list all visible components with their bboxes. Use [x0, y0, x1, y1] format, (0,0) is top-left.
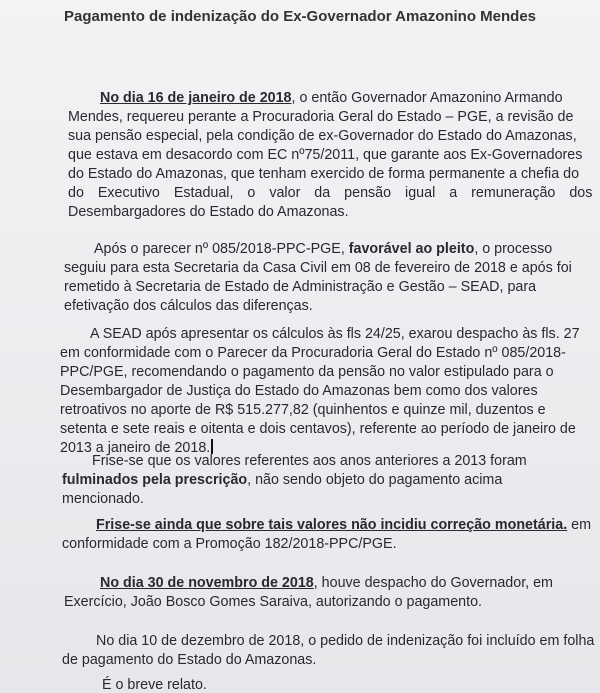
text-line: remetido à Secretaria de Estado de Administração e Gestão – SEAD, para	[64, 279, 537, 295]
text-line: retroativos no aporte de R$ 515.277,82 (quinhentos e quinze mil, duzentos e	[60, 402, 546, 418]
text-line: em conformidade com o Parecer da Procuradoria Geral do Estado nº 085/2018-	[60, 345, 566, 361]
bold-phrase: favorável ao pleito	[348, 241, 475, 257]
text-line: seguiu para esta Secretaria da Casa Civil em 08 de fevereiro de 2018 e após foi	[64, 260, 572, 276]
paragraph-payroll	[62, 632, 594, 670]
text-line: A SEAD após apresentar os cálculos às fls 24/25, exarou despacho às fls. 27	[90, 326, 580, 342]
underlined-phrase: Frise-se ainda que sobre tais valores não incidiu correção monetária.	[96, 517, 568, 533]
paragraph-prescription	[62, 452, 527, 509]
date-highlight: No dia 16 de janeiro de 2018	[100, 90, 292, 106]
bold-phrase: fulminados pela prescrição	[62, 472, 248, 488]
text-line: É o breve relato.	[102, 677, 207, 693]
paragraph-opinion	[64, 240, 572, 316]
document-title: Pagamento de indenização do Ex-Governador Amazonino Mendes	[64, 8, 537, 25]
text-line: No dia 30 de novembro de 2018, houve despacho do Governador, em	[100, 575, 553, 591]
paragraph-request	[68, 89, 592, 222]
text-line: mencionado.	[62, 491, 144, 507]
text-line: Frise-se ainda que sobre tais valores não incidiu correção monetária. em	[96, 517, 592, 533]
text-line: fulminados pela prescrição, não sendo objeto do pagamento acima	[62, 472, 503, 488]
text-line: do Estado do Amazonas, que tenham exercido de forma permanente a chefia do	[68, 166, 580, 182]
text-line: Após o parecer nº 085/2018-PPC-PGE, favorável ao pleito, o processo	[94, 241, 553, 257]
paragraph-correction	[62, 516, 591, 554]
paragraph-closing	[102, 676, 207, 693]
text-line: 2013 a janeiro de 2018.	[60, 439, 580, 458]
text-line: conformidade com a Promoção 182/2018-PPC/PGE.	[62, 536, 397, 552]
text-line: do Executivo Estadual, o valor da pensão igual a remuneração dos	[68, 185, 593, 201]
text-line: No dia 10 de dezembro de 2018, o pedido de indenização foi incluído em folha	[96, 633, 595, 649]
text-line: Exercício, João Bosco Gomes Saraiva, autorizando o pagamento.	[64, 594, 483, 610]
text-line: PPC/PGE, recomendando o pagamento da pensão no valor estipulado para o	[60, 364, 554, 380]
text-line: Frise-se que os valores referentes aos anos anteriores a 2013 foram	[92, 453, 527, 469]
text-line: sua pensão especial, pela condição de ex-Governador do Estado do Amazonas,	[68, 128, 577, 144]
paragraph-dispatch	[64, 574, 553, 612]
paragraph-sead	[60, 325, 580, 458]
text-line: Mendes, requereu perante a Procuradoria Geral do Estado – PGE, a revisão de	[68, 109, 574, 125]
text-line: No dia 16 de janeiro de 2018, o então Governador Amazonino Armando	[100, 90, 563, 106]
text-line: efetivação dos cálculos das diferenças.	[64, 298, 313, 314]
text-line: que estava em desacordo com EC nº75/2011, que garante aos Ex-Governadores	[68, 147, 583, 163]
text-line: setenta e sete reais e oitenta e dois centavos), referente ao período de janeiro de	[60, 421, 576, 437]
text-line: Desembargadores do Estado do Amazonas.	[68, 204, 349, 220]
text-line: Desembargador de Justiça do Estado do Amazonas bem como dos valores	[60, 383, 538, 399]
text-line: de pagamento do Estado do Amazonas.	[62, 652, 317, 668]
date-highlight: No dia 30 de novembro de 2018	[100, 575, 314, 591]
